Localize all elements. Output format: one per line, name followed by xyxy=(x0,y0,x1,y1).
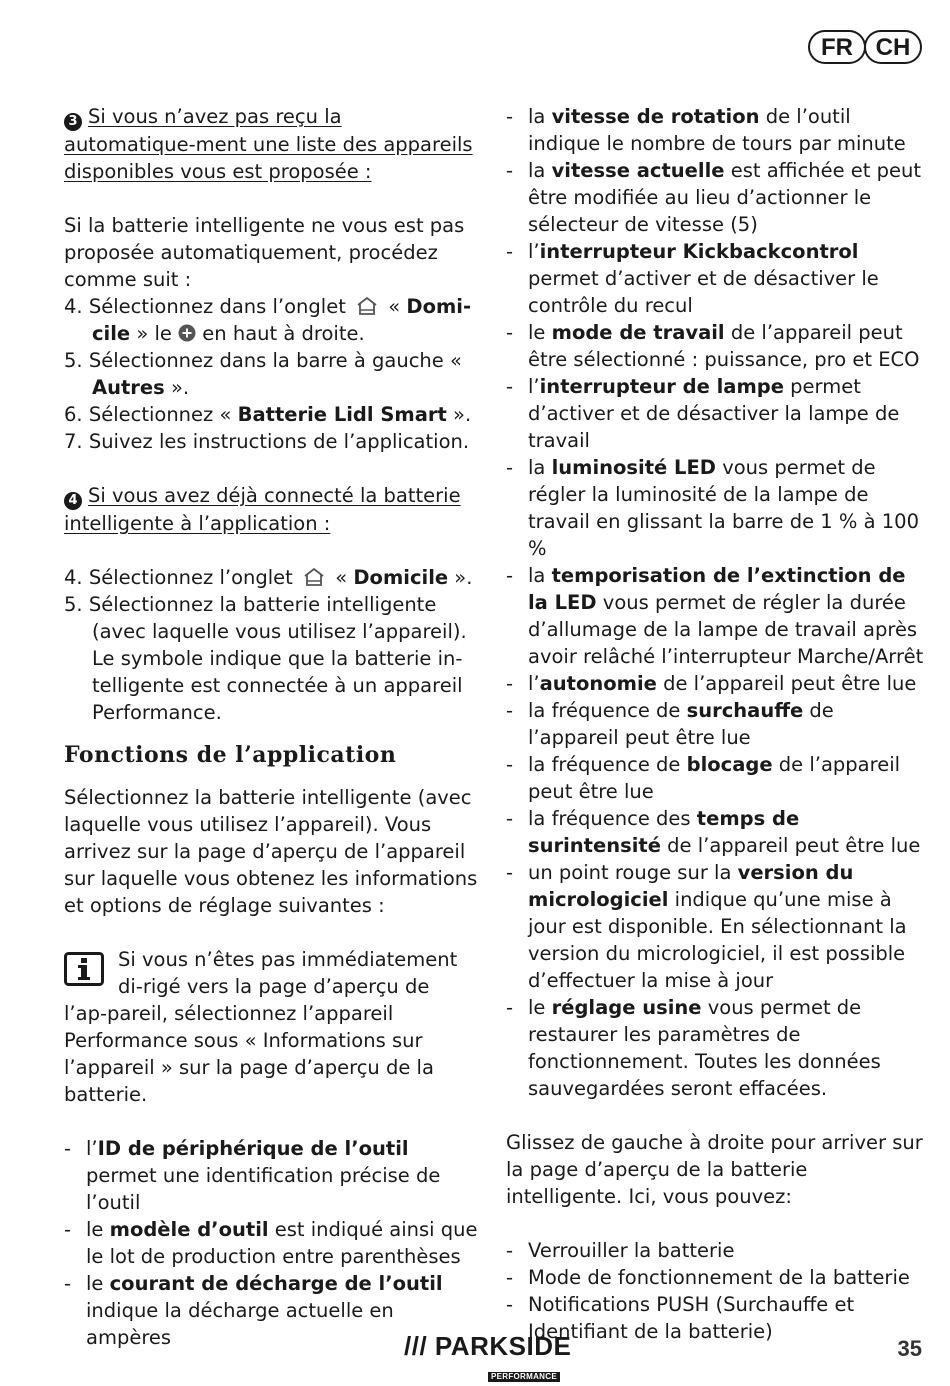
list-item: - Verrouiller la batterie xyxy=(506,1237,926,1264)
list-item: - la fréquence de surchauffe de l’appareil peut être lue xyxy=(506,697,926,751)
list-item: - le réglage usine vous permet de restaurer les paramètres de fonctionnement. Toutes les données sauvegardées seront effacées. xyxy=(506,994,926,1102)
connected-steps-list xyxy=(64,564,478,726)
lang-badge-ch: CH xyxy=(864,30,922,64)
list-item: 4. Sélectionnez l’onglet « Domicile ». xyxy=(64,566,473,589)
info-text: Si vous n’êtes pas immédiatement di-rigé vers la page d’aperçu de l’ap-pareil, sélectionnez l’appareil Performance sous « Informations sur l’appareil » sur la page d’aperçu de la batterie. xyxy=(64,948,458,1106)
overview-paragraph: Sélectionnez la batterie intelligente (avec laquelle vous utilisez l’appareil). Vous arrivez sur la page d’aperçu de l’appareil sur laquelle vous obtenez les informations et options de réglage suivantes : xyxy=(64,786,478,917)
battery-overview-paragraph: Glissez de gauche à droite pour arriver sur la page d’aperçu de la batterie intelligente. Ici, vous pouvez: xyxy=(506,1131,923,1208)
logo-text: /// PARKSIDE xyxy=(404,1331,572,1361)
step4-marker: 4 xyxy=(64,492,82,510)
device-features-list xyxy=(506,103,926,1102)
list-item: - un point rouge sur la version du micrologiciel indique qu’une mise à jour est disponible. En sélectionnant la version du micrologiciel, il est possible d’effectuer la mise à jour xyxy=(506,859,926,994)
parkside-logo xyxy=(404,1333,571,1386)
list-item: - l’ID de périphérique de l’outil permet une identification précise de l’outil xyxy=(64,1135,478,1216)
device-info-list xyxy=(64,1135,478,1351)
list-item: - l’interrupteur de lampe permet d’activer et de désactiver la lampe de travail xyxy=(506,373,926,454)
list-item: - la vitesse de rotation de l’outil indique le nombre de tours par minute xyxy=(506,103,926,157)
info-icon xyxy=(64,952,104,986)
list-item: - le courant de décharge de l’outil indique la décharge actuelle en ampères xyxy=(64,1270,478,1351)
battery-options-list xyxy=(506,1237,926,1345)
list-item: - l’interrupteur Kickbackcontrol permet d’activer et de désactiver le contrôle du recul xyxy=(506,238,926,319)
list-item: - le mode de travail de l’appareil peut être sélectionné : puissance, pro et ECO xyxy=(506,319,926,373)
step3-marker: 3 xyxy=(64,113,82,131)
home-tab-icon xyxy=(303,567,325,587)
list-item: - l’autonomie de l’appareil peut être lue xyxy=(506,670,926,697)
plus-circle-icon xyxy=(178,324,196,342)
section-title: Fonctions de l’application xyxy=(64,742,397,768)
right-column xyxy=(506,103,926,1345)
page-number: 35 xyxy=(897,1336,922,1361)
info-note xyxy=(64,946,478,1108)
list-item: - la luminosité LED vous permet de régler la luminosité de la lampe de travail en glissant la barre de 1 % à 100 % xyxy=(506,454,926,562)
list-item: 6. Sélectionnez « Batterie Lidl Smart ». xyxy=(64,403,472,426)
list-item: 7. Suivez les instructions de l’application. xyxy=(64,430,470,453)
logo-subtext: PERFORMANCE xyxy=(488,1372,560,1382)
left-column xyxy=(64,103,478,1351)
list-item: - le modèle d’outil est indiqué ainsi que le lot de production entre parenthèses xyxy=(64,1216,478,1270)
list-item: 4. Sélectionnez dans l’onglet « Domi-cile » le en haut à droite. xyxy=(64,295,472,345)
list-item: - la fréquence de blocage de l’appareil peut être lue xyxy=(506,751,926,805)
list-item: 5. Sélectionnez dans la barre à gauche « Autres ». xyxy=(64,349,462,399)
lang-badge-fr: FR xyxy=(808,30,866,64)
list-item: - Notifications PUSH (Surchauffe et Identifiant de la batterie) xyxy=(506,1291,926,1345)
setup-steps-list xyxy=(64,293,478,455)
home-tab-icon xyxy=(356,296,378,316)
list-item: 5. Sélectionnez la batterie intelligente (avec laquelle vous utilisez l’appareil). Le symbole indique que la batterie in-telligente est connectée à un appareil Performance. xyxy=(64,593,467,724)
step3-heading: 3 Si vous n’avez pas reçu la automatique-ment une liste des appareils disponibles vous est proposée : xyxy=(64,105,473,183)
language-badges xyxy=(808,30,922,64)
list-item: - la vitesse actuelle est affichée et peut être modifiée au lieu d’actionner le sélecteur de vitesse (5) xyxy=(506,157,926,238)
step4-heading: 4 Si vous avez déjà connecté la batterie intelligente à l’application : xyxy=(64,484,461,535)
list-item: - la fréquence des temps de surintensité de l’appareil peut être lue xyxy=(506,805,926,859)
list-item: - Mode de fonctionnement de la batterie xyxy=(506,1264,926,1291)
list-item: - la temporisation de l’extinction de la LED vous permet de régler la durée d’allumage de la lampe de travail après avoir relâché l’interrupteur Marche/Arrêt xyxy=(506,562,926,670)
intro-paragraph: Si la batterie intelligente ne vous est pas proposée automatiquement, procédez comme suit : xyxy=(64,214,465,291)
